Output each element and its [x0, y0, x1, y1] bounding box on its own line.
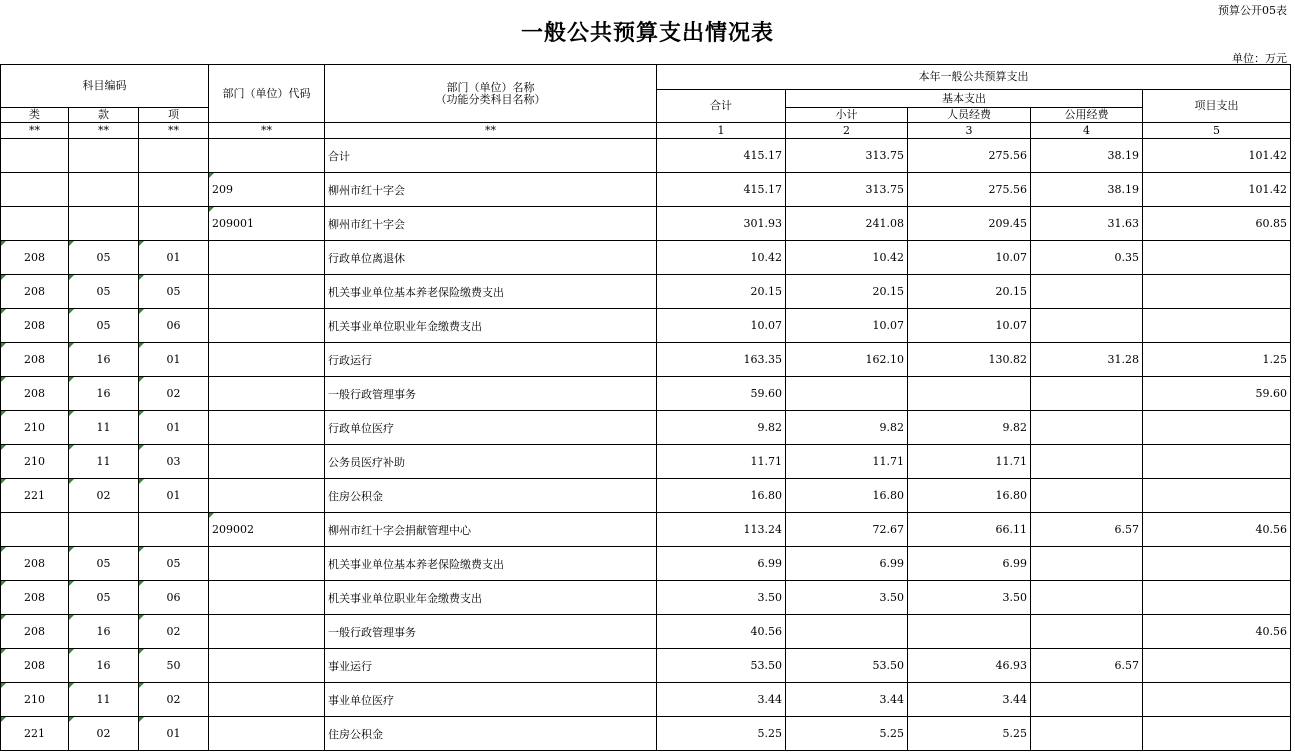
cell-xiang: 02: [139, 615, 209, 649]
header-dept-name: [325, 65, 657, 123]
cell-lei: 208: [1, 309, 69, 343]
cell-project: [1143, 479, 1291, 513]
budget-table: [0, 64, 1291, 751]
cell-personnel: 66.11: [908, 513, 1031, 547]
cell-dept-name: 事业运行: [325, 649, 657, 683]
cell-dept-code: [209, 479, 325, 513]
cell-lei: 208: [1, 649, 69, 683]
cell-project: 1.25: [1143, 343, 1291, 377]
index-dept-name: **: [325, 123, 657, 139]
cell-total: 40.56: [657, 615, 786, 649]
cell-subtotal: 313.75: [786, 139, 908, 173]
header-total: 合计: [657, 90, 786, 123]
table-row: [1, 717, 1291, 751]
cell-xiang: 05: [139, 547, 209, 581]
cell-dept-code: [209, 581, 325, 615]
cell-xiang: 50: [139, 649, 209, 683]
cell-kuan: [69, 207, 139, 241]
cell-personnel: 10.07: [908, 309, 1031, 343]
cell-kuan: 05: [69, 581, 139, 615]
cell-subtotal: 162.10: [786, 343, 908, 377]
cell-dept-name: 机关事业单位职业年金缴费支出: [325, 581, 657, 615]
cell-lei: [1, 207, 69, 241]
cell-public-funds: [1031, 411, 1143, 445]
cell-lei: [1, 139, 69, 173]
cell-subtotal: 241.08: [786, 207, 908, 241]
cell-total: 11.71: [657, 445, 786, 479]
cell-project: [1143, 275, 1291, 309]
cell-xiang: [139, 513, 209, 547]
cell-dept-code: 209002: [209, 513, 325, 547]
cell-lei: 208: [1, 581, 69, 615]
cell-public-funds: 31.28: [1031, 343, 1143, 377]
cell-total: 10.42: [657, 241, 786, 275]
cell-subtotal: 3.44: [786, 683, 908, 717]
cell-total: 163.35: [657, 343, 786, 377]
cell-dept-name: 机关事业单位基本养老保险缴费支出: [325, 275, 657, 309]
cell-lei: 208: [1, 377, 69, 411]
header-kuan: 款: [69, 108, 139, 123]
cell-subtotal: 313.75: [786, 173, 908, 207]
cell-dept-code: [209, 717, 325, 751]
cell-public-funds: 6.57: [1031, 649, 1143, 683]
cell-project: [1143, 241, 1291, 275]
cell-project: 40.56: [1143, 513, 1291, 547]
cell-personnel: 209.45: [908, 207, 1031, 241]
cell-kuan: 11: [69, 445, 139, 479]
index-kuan: **: [69, 123, 139, 139]
cell-subtotal: 20.15: [786, 275, 908, 309]
cell-personnel: 6.99: [908, 547, 1031, 581]
cell-kuan: 05: [69, 241, 139, 275]
index-lei: **: [1, 123, 69, 139]
cell-project: 60.85: [1143, 207, 1291, 241]
cell-total: 6.99: [657, 547, 786, 581]
table-header: [1, 65, 1291, 139]
index-project: 5: [1143, 123, 1291, 139]
cell-lei: 210: [1, 411, 69, 445]
table-row: [1, 207, 1291, 241]
cell-public-funds: [1031, 615, 1143, 649]
cell-xiang: [139, 173, 209, 207]
cell-personnel: 16.80: [908, 479, 1031, 513]
cell-lei: 208: [1, 343, 69, 377]
cell-kuan: [69, 173, 139, 207]
cell-lei: 208: [1, 615, 69, 649]
cell-kuan: 02: [69, 479, 139, 513]
table-row: [1, 241, 1291, 275]
cell-subtotal: 72.67: [786, 513, 908, 547]
cell-dept-name: 住房公积金: [325, 717, 657, 751]
table-row: [1, 683, 1291, 717]
cell-kuan: 02: [69, 717, 139, 751]
cell-project: 101.42: [1143, 173, 1291, 207]
cell-subtotal: [786, 615, 908, 649]
header-subject-code: 科目编码: [1, 65, 209, 108]
cell-dept-name: 一般行政管理事务: [325, 377, 657, 411]
header-public-funds: 公用经费: [1031, 108, 1143, 123]
table-row: [1, 479, 1291, 513]
cell-lei: 210: [1, 683, 69, 717]
cell-dept-name: 行政单位离退休: [325, 241, 657, 275]
cell-kuan: 05: [69, 309, 139, 343]
header-dept-name-line2: （功能分类科目名称）: [435, 92, 546, 106]
cell-dept-name: 机关事业单位基本养老保险缴费支出: [325, 547, 657, 581]
index-subtotal: 2: [786, 123, 908, 139]
cell-subtotal: 10.07: [786, 309, 908, 343]
table-body: [1, 139, 1291, 751]
header-xiang: 项: [139, 108, 209, 123]
cell-kuan: 16: [69, 343, 139, 377]
cell-dept-code: [209, 649, 325, 683]
cell-personnel: [908, 615, 1031, 649]
cell-total: 3.50: [657, 581, 786, 615]
cell-total: 301.93: [657, 207, 786, 241]
index-xiang: **: [139, 123, 209, 139]
index-personnel: 3: [908, 123, 1031, 139]
cell-personnel: 20.15: [908, 275, 1031, 309]
cell-public-funds: 6.57: [1031, 513, 1143, 547]
cell-xiang: 01: [139, 411, 209, 445]
cell-public-funds: [1031, 445, 1143, 479]
cell-personnel: 46.93: [908, 649, 1031, 683]
cell-personnel: [908, 377, 1031, 411]
cell-lei: 221: [1, 717, 69, 751]
cell-project: [1143, 445, 1291, 479]
cell-dept-name: 柳州市红十字会: [325, 173, 657, 207]
cell-personnel: 11.71: [908, 445, 1031, 479]
table-row: [1, 275, 1291, 309]
header-dept-code: 部门（单位）代码: [209, 65, 325, 123]
cell-xiang: 01: [139, 717, 209, 751]
cell-dept-code: [209, 343, 325, 377]
cell-xiang: 02: [139, 377, 209, 411]
cell-lei: 208: [1, 275, 69, 309]
cell-project: [1143, 309, 1291, 343]
cell-public-funds: [1031, 309, 1143, 343]
cell-xiang: 06: [139, 309, 209, 343]
cell-subtotal: 9.82: [786, 411, 908, 445]
cell-dept-code: [209, 615, 325, 649]
cell-dept-code: [209, 139, 325, 173]
index-dept-code: **: [209, 123, 325, 139]
cell-project: 101.42: [1143, 139, 1291, 173]
cell-project: 40.56: [1143, 615, 1291, 649]
cell-dept-name: 行政运行: [325, 343, 657, 377]
cell-kuan: 16: [69, 377, 139, 411]
header-basic-group: 基本支出: [786, 90, 1143, 108]
cell-kuan: [69, 513, 139, 547]
cell-kuan: 11: [69, 411, 139, 445]
index-public-funds: 4: [1031, 123, 1143, 139]
cell-public-funds: [1031, 717, 1143, 751]
cell-total: 20.15: [657, 275, 786, 309]
cell-xiang: 06: [139, 581, 209, 615]
header-project: 项目支出: [1143, 90, 1291, 123]
cell-dept-name: 住房公积金: [325, 479, 657, 513]
cell-dept-name: 机关事业单位职业年金缴费支出: [325, 309, 657, 343]
cell-total: 59.60: [657, 377, 786, 411]
cell-public-funds: [1031, 547, 1143, 581]
cell-subtotal: 16.80: [786, 479, 908, 513]
header-year-total-group: 本年一般公共预算支出: [657, 65, 1291, 90]
cell-dept-code: [209, 411, 325, 445]
cell-personnel: 10.07: [908, 241, 1031, 275]
cell-subtotal: 53.50: [786, 649, 908, 683]
table-row: [1, 513, 1291, 547]
cell-xiang: 01: [139, 241, 209, 275]
unit-label: 单位：万元: [1232, 52, 1287, 65]
table-row: [1, 411, 1291, 445]
cell-dept-name: 一般行政管理事务: [325, 615, 657, 649]
cell-xiang: 02: [139, 683, 209, 717]
cell-total: 9.82: [657, 411, 786, 445]
cell-total: 113.24: [657, 513, 786, 547]
cell-subtotal: [786, 377, 908, 411]
cell-dept-code: [209, 547, 325, 581]
cell-kuan: 16: [69, 615, 139, 649]
header-dept-name-line1: 部门（单位）名称: [446, 80, 535, 94]
cell-public-funds: [1031, 581, 1143, 615]
cell-dept-code: [209, 377, 325, 411]
cell-kuan: 05: [69, 275, 139, 309]
cell-xiang: 05: [139, 275, 209, 309]
cell-dept-name: 行政单位医疗: [325, 411, 657, 445]
table-row: [1, 649, 1291, 683]
cell-total: 10.07: [657, 309, 786, 343]
cell-public-funds: 0.35: [1031, 241, 1143, 275]
cell-lei: 210: [1, 445, 69, 479]
cell-lei: 208: [1, 241, 69, 275]
cell-lei: [1, 173, 69, 207]
cell-total: 415.17: [657, 173, 786, 207]
cell-public-funds: [1031, 377, 1143, 411]
cell-public-funds: 38.19: [1031, 173, 1143, 207]
cell-dept-name: 合计: [325, 139, 657, 173]
cell-lei: [1, 513, 69, 547]
cell-project: 59.60: [1143, 377, 1291, 411]
cell-personnel: 9.82: [908, 411, 1031, 445]
cell-project: [1143, 411, 1291, 445]
cell-personnel: 275.56: [908, 173, 1031, 207]
cell-dept-code: 209: [209, 173, 325, 207]
table-row: [1, 377, 1291, 411]
table-row: [1, 309, 1291, 343]
table-id-note: 预算公开05表: [1218, 4, 1287, 17]
cell-public-funds: [1031, 479, 1143, 513]
cell-subtotal: 6.99: [786, 547, 908, 581]
cell-dept-code: [209, 683, 325, 717]
table-row: [1, 139, 1291, 173]
cell-dept-name: 柳州市红十字会捐献管理中心: [325, 513, 657, 547]
cell-subtotal: 5.25: [786, 717, 908, 751]
cell-dept-name: 柳州市红十字会: [325, 207, 657, 241]
cell-kuan: [69, 139, 139, 173]
cell-project: [1143, 717, 1291, 751]
cell-public-funds: 31.63: [1031, 207, 1143, 241]
cell-kuan: 05: [69, 547, 139, 581]
table-row: [1, 445, 1291, 479]
table-row: [1, 581, 1291, 615]
cell-subtotal: 11.71: [786, 445, 908, 479]
cell-dept-code: [209, 309, 325, 343]
cell-total: 415.17: [657, 139, 786, 173]
cell-public-funds: [1031, 683, 1143, 717]
cell-personnel: 5.25: [908, 717, 1031, 751]
cell-public-funds: 38.19: [1031, 139, 1143, 173]
cell-lei: 208: [1, 547, 69, 581]
cell-total: 3.44: [657, 683, 786, 717]
table-row: [1, 547, 1291, 581]
cell-project: [1143, 683, 1291, 717]
cell-public-funds: [1031, 275, 1143, 309]
cell-project: [1143, 581, 1291, 615]
cell-personnel: 275.56: [908, 139, 1031, 173]
cell-total: 53.50: [657, 649, 786, 683]
cell-personnel: 130.82: [908, 343, 1031, 377]
cell-personnel: 3.50: [908, 581, 1031, 615]
cell-dept-name: 事业单位医疗: [325, 683, 657, 717]
cell-subtotal: 10.42: [786, 241, 908, 275]
cell-total: 16.80: [657, 479, 786, 513]
cell-project: [1143, 547, 1291, 581]
cell-xiang: 01: [139, 479, 209, 513]
table-row: [1, 615, 1291, 649]
page-title: 一般公共预算支出情况表: [520, 20, 774, 46]
table-row: [1, 173, 1291, 207]
cell-kuan: 11: [69, 683, 139, 717]
cell-dept-code: 209001: [209, 207, 325, 241]
cell-subtotal: 3.50: [786, 581, 908, 615]
cell-xiang: [139, 139, 209, 173]
cell-dept-name: 公务员医疗补助: [325, 445, 657, 479]
cell-dept-code: [209, 275, 325, 309]
table-row: [1, 343, 1291, 377]
cell-kuan: 16: [69, 649, 139, 683]
header-lei: 类: [1, 108, 69, 123]
cell-dept-code: [209, 445, 325, 479]
index-total: 1: [657, 123, 786, 139]
cell-personnel: 3.44: [908, 683, 1031, 717]
cell-dept-code: [209, 241, 325, 275]
cell-project: [1143, 649, 1291, 683]
cell-xiang: [139, 207, 209, 241]
cell-xiang: 01: [139, 343, 209, 377]
cell-xiang: 03: [139, 445, 209, 479]
header-personnel: 人员经费: [908, 108, 1031, 123]
cell-lei: 221: [1, 479, 69, 513]
header-subtotal: 小计: [786, 108, 908, 123]
cell-total: 5.25: [657, 717, 786, 751]
